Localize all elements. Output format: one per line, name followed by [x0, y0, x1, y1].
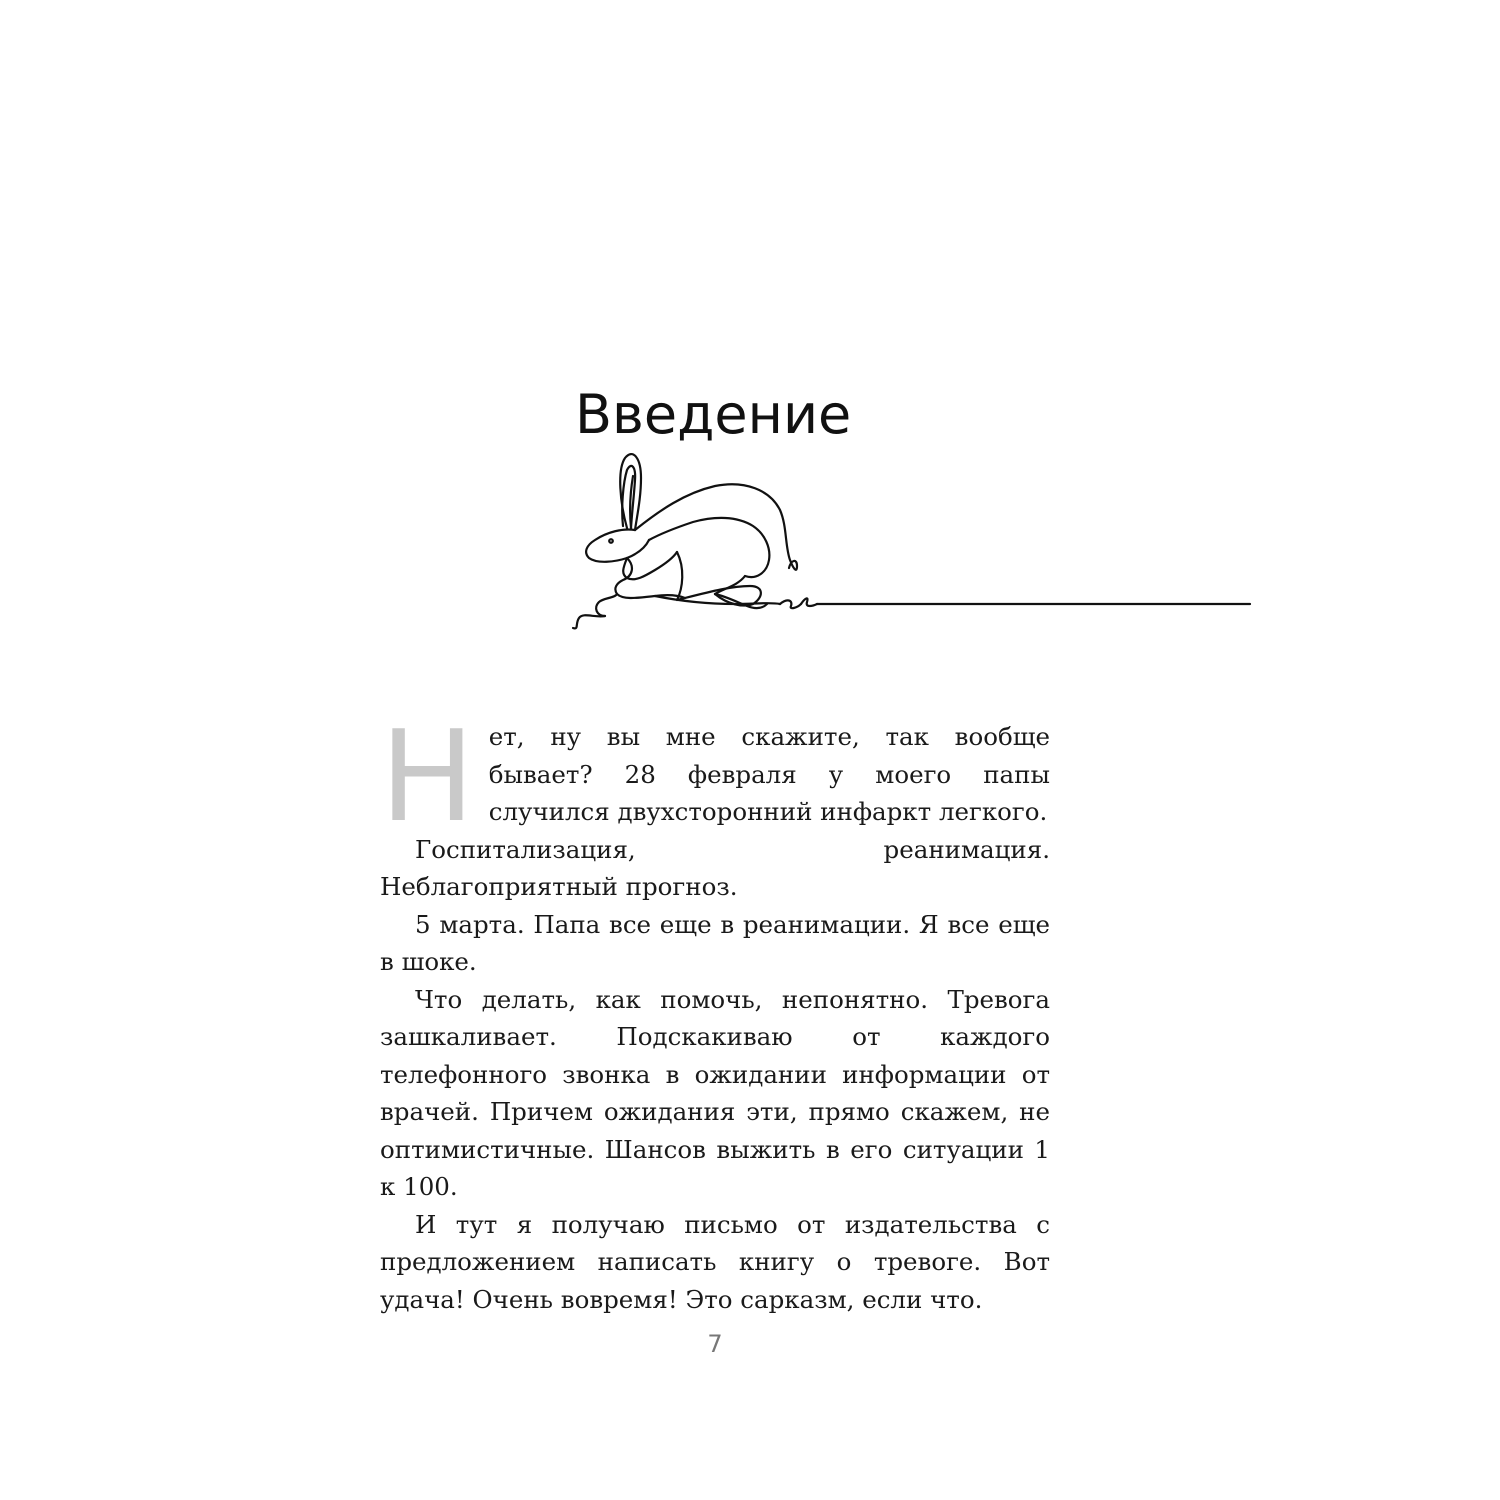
paragraph-5: И тут я получаю письмо от издательства с предложением написать книгу о тревоге. Вот удача! Очень вовремя! Это сарказм, если что. [380, 1209, 1050, 1314]
page-number: 7 [707, 1330, 723, 1358]
paragraph-1 [380, 703, 1050, 850]
body-text [380, 703, 1050, 1318]
chapter-title: Введение [575, 383, 852, 446]
paragraph-2: Госпитализация, реанимация. Неблагоприятный прогноз. [380, 834, 1050, 901]
rabbit-line-art-icon [565, 448, 1265, 633]
paragraph-3: 5 марта. Папа все еще в реанимации. Я все еще в шоке. [380, 909, 1050, 976]
drop-cap: Н [380, 703, 475, 850]
paragraph-4: Что делать, как помочь, непонятно. Тревога зашкаливает. Подскакиваю от каждого телефонного звонка в ожидании информации от врачей. Причем ожидания эти, прямо скажем, не оптимистичные. Шансов выжить в его ситуации 1 к 100. [380, 984, 1050, 1201]
paragraph-1-text: ет, ну вы мне скажите, так вообще бывает? 28 февраля у моего папы случился двухсторонний инфаркт легкого. [488, 722, 1050, 826]
